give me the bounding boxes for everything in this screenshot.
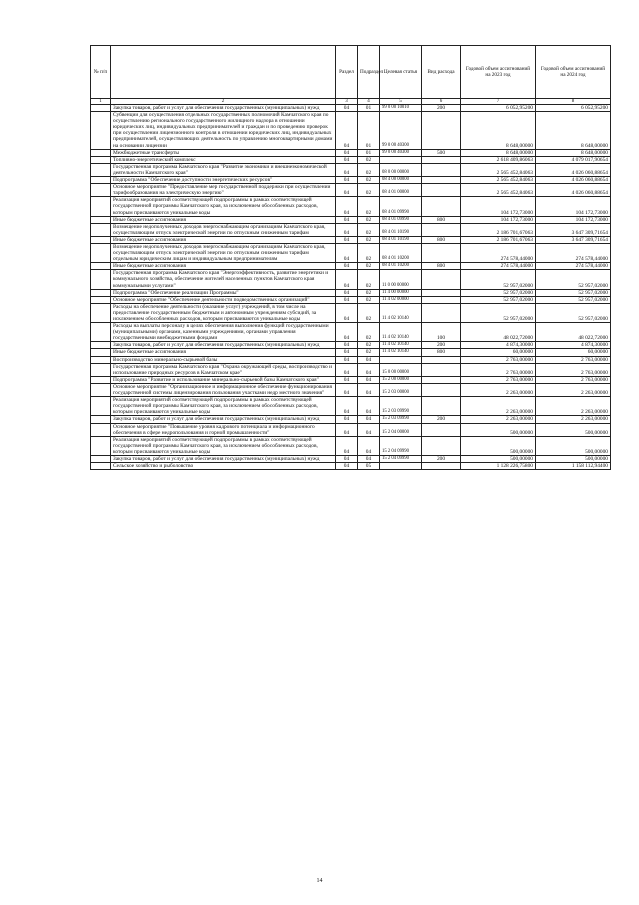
row-amount-2023-cell: 60,00000 [461,349,536,356]
row-kind-cell [422,363,461,376]
table-row [91,436,611,455]
table-row [91,397,611,416]
row-subsection-cell: 04 [358,376,380,383]
row-num-cell [91,149,111,156]
row-section-cell: 04 [336,197,358,216]
row-name-cell: Сельское хозяйство и рыболовство [111,463,336,470]
row-section-cell: 04 [336,112,358,150]
row-section-cell: 04 [336,436,358,455]
row-amount-2023-cell: 2 763,00000 [461,376,536,383]
row-section-cell: 04 [336,356,358,363]
row-num-cell [91,436,111,455]
row-name-cell: Субвенции для осуществления отдельных государственных полномочий Камчатского края по осуществлению регионального государственного жилищного надзора в отношении юридических лиц, индивидуальных предпринимателей и граждан и по проведению проверок при осуществлении лицензионного контроля в отношении юридических лиц, индивидуальных предпринимателей, осуществляющих деятельность по управлению многоквартирными домами на основании лицензии [111,112,336,150]
table-row [91,455,611,462]
row-amount-2024-cell: 104 172,73000 [536,197,611,216]
page-number: 14 [316,878,323,884]
row-section-cell: 04 [336,270,358,289]
row-num-cell [91,236,111,243]
row-amount-2023-cell: 8 648,00000 [461,112,536,150]
row-subsection-cell: 02 [358,342,380,349]
table-row [91,296,611,303]
row-amount-2024-cell: 52 957,02000 [536,296,611,303]
header-name [111,46,336,99]
table-row [91,416,611,423]
row-target-cell: 08 4 01 09990 [380,216,422,223]
row-amount-2024-cell: 52 957,02000 [536,270,611,289]
table-body [91,105,611,470]
column-number: 6 [422,99,461,105]
row-num-cell [91,455,111,462]
row-target-cell: 11 4 02 10140 [380,303,422,322]
row-num-cell [91,163,111,176]
row-target-cell [380,156,422,163]
column-number: 4 [358,99,380,105]
row-amount-2023-cell: 500,00000 [461,423,536,436]
row-kind-cell: 800 [422,349,461,356]
header-target: Целевая статья [380,46,422,99]
column-number: 7 [461,99,536,105]
table-row [91,263,611,270]
row-section-cell: 04 [336,363,358,376]
row-amount-2023-cell: 6 052,95200 [461,105,536,112]
row-name-cell: Возмещение недополученных доходов энергоснабжающим организациям Камчатского края, осуществляющим отпуск электрической энергии по отпускным сниженным тарифам [111,223,336,236]
row-kind-cell [422,184,461,197]
row-num-cell [91,243,111,262]
row-num-cell [91,223,111,236]
table-row [91,223,611,236]
table-row [91,149,611,156]
row-amount-2024-cell: 4 026 060,88654 [536,163,611,176]
row-amount-2024-cell: 500,00000 [536,455,611,462]
row-name-cell: Иные бюджетные ассигнования [111,263,336,270]
row-kind-cell: 200 [422,416,461,423]
row-subsection-cell: 02 [358,270,380,289]
table-row [91,270,611,289]
row-name-cell: Государственная программа Камчатского края "Охрана окружающей среды, воспроизводство и использование природных ресурсов в Камчатском крае" [111,363,336,376]
row-amount-2024-cell: 4 026 060,88654 [536,177,611,184]
row-section-cell: 04 [336,216,358,223]
row-target-cell: 08 4 01 10200 [380,263,422,270]
row-amount-2023-cell: 274 578,44000 [461,263,536,270]
row-num-cell [91,303,111,322]
row-kind-cell [422,436,461,455]
row-num-cell [91,423,111,436]
row-kind-cell [422,163,461,176]
row-subsection-cell: 02 [358,243,380,262]
row-num-cell [91,349,111,356]
row-name-cell: Реализация мероприятий соответствующей подпрограммы в рамках соответствующей государственной программы Камчатского края, за исключением обособленных расходов, которым присваиваются уникальные коды [111,197,336,216]
row-target-cell: 99 0 00 40300 [380,112,422,150]
row-subsection-cell: 02 [358,289,380,296]
row-name-cell: Закупка товаров, работ и услуг для обеспечения государственных (муниципальных) нужд [111,105,336,112]
row-amount-2023-cell: 52 957,02000 [461,303,536,322]
row-name-cell: Иные бюджетные ассигнования [111,236,336,243]
row-kind-cell [422,156,461,163]
row-amount-2023-cell: 2 186 701,67063 [461,223,536,236]
row-subsection-cell: 02 [358,263,380,270]
row-amount-2023-cell: 52 957,02000 [461,289,536,296]
header-2023: Годовой объем ассигнований на 2023 год [461,46,536,99]
row-target-cell: 08 4 01 10190 [380,236,422,243]
row-target-cell: 08 4 01 00000 [380,184,422,197]
row-section-cell: 04 [336,236,358,243]
row-section-cell: 04 [336,296,358,303]
row-amount-2024-cell: 104 172,73000 [536,216,611,223]
row-section-cell: 04 [336,383,358,396]
row-target-cell: 08 4 01 10190 [380,223,422,236]
row-amount-2024-cell: 4 026 060,88654 [536,184,611,197]
row-num-cell [91,356,111,363]
row-name-cell: Возмещение недополученных доходов энергоснабжающим организациям Камчатского края, осуществляющим отпуск электрической энергии по отпускным сниженным тарифам отдельным юридическим лицам и индивидуальным предпринимателям [111,243,336,262]
row-target-cell: 15 2 04 00000 [380,423,422,436]
row-amount-2023-cell: 2 263,00000 [461,397,536,416]
row-kind-cell [422,112,461,150]
row-subsection-cell: 02 [358,197,380,216]
row-amount-2023-cell: 2 763,00000 [461,356,536,363]
row-subsection-cell: 02 [358,216,380,223]
row-section-cell: 04 [336,376,358,383]
table-row [91,342,611,349]
row-amount-2024-cell: 4 079 017,90654 [536,156,611,163]
row-amount-2024-cell: 52 957,02000 [536,303,611,322]
row-amount-2024-cell: 48 022,72000 [536,323,611,342]
row-amount-2023-cell: 48 022,72000 [461,323,536,342]
row-amount-2024-cell: 2 263,00000 [536,416,611,423]
row-kind-cell: 800 [422,263,461,270]
row-subsection-cell: 04 [358,436,380,455]
header-2024: Годовой объем ассигнований на 2024 год [536,46,611,99]
row-kind-cell [422,243,461,262]
row-num-cell [91,270,111,289]
row-amount-2024-cell: 274 578,44000 [536,263,611,270]
row-num-cell [91,463,111,470]
row-name-cell: Воспроизводство минерально-сырьевой базы [111,356,336,363]
row-amount-2024-cell: 3 647 309,71654 [536,223,611,236]
table-row [91,105,611,112]
row-subsection-cell: 02 [358,177,380,184]
row-subsection-cell: 02 [358,184,380,197]
row-subsection-cell: 05 [358,463,380,470]
row-amount-2024-cell: 2 763,00000 [536,363,611,376]
row-section-cell: 04 [336,397,358,416]
row-name-cell: Иные бюджетные ассигнования [111,349,336,356]
column-number: 2 [111,99,336,105]
row-section-cell: 04 [336,289,358,296]
table-row [91,289,611,296]
row-num-cell [91,112,111,150]
row-subsection-cell: 04 [358,423,380,436]
row-amount-2024-cell: 6 052,95200 [536,105,611,112]
row-section-cell: 04 [336,455,358,462]
row-target-cell: 11 4 02 00000 [380,296,422,303]
row-amount-2023-cell: 2 565 452,84063 [461,184,536,197]
row-amount-2023-cell: 4 874,30000 [461,342,536,349]
row-section-cell: 04 [336,303,358,322]
row-name-cell: Основное мероприятие "Предоставление мер государственной поддержки при осуществлении тарифообразования на электрическую энергию" [111,184,336,197]
row-num-cell [91,323,111,342]
table-row [91,356,611,363]
row-target-cell: 08 4 01 10200 [380,243,422,262]
row-target-cell: 15 2 03 00000 [380,383,422,396]
row-kind-cell [422,356,461,363]
row-kind-cell [422,397,461,416]
row-target-cell: 15 0 00 00000 [380,363,422,376]
row-amount-2024-cell: 2 763,00000 [536,376,611,383]
row-kind-cell: 200 [422,105,461,112]
row-target-cell: 15 2 03 09990 [380,397,422,416]
table-row [91,303,611,322]
row-amount-2024-cell: 2 763,00000 [536,356,611,363]
row-amount-2024-cell: 274 578,44000 [536,243,611,262]
table-row [91,156,611,163]
table-row [91,184,611,197]
table-row [91,163,611,176]
row-section-cell: 04 [336,323,358,342]
table-row [91,177,611,184]
row-target-cell: 15 2 03 09990 [380,416,422,423]
row-amount-2023-cell: 52 957,02000 [461,296,536,303]
row-num-cell [91,216,111,223]
row-name-cell: Основное мероприятие "Повышение уровня кадрового потенциала и информационного обеспечения в сфере недропользования и горной промышленности" [111,423,336,436]
budget-document [90,45,610,470]
row-target-cell: 08 4 01 09990 [380,197,422,216]
header-num: № п/п [91,46,111,99]
row-section-cell: 04 [336,416,358,423]
row-amount-2023-cell: 2 186 701,67063 [461,236,536,243]
row-target-cell: 11 0 00 00000 [380,270,422,289]
row-kind-cell [422,303,461,322]
row-subsection-cell: 02 [358,236,380,243]
row-kind-cell [422,270,461,289]
row-target-cell: 11 4 02 10140 [380,349,422,356]
row-section-cell: 04 [336,105,358,112]
row-name-cell: Государственная программа Камчатского края "Энергоэффективность, развитие энергетики и коммунального хозяйства, обеспечение жителей населенных пунктов Камчатского края коммунальными услугами" [111,270,336,289]
row-name-cell: Подпрограмма "Обеспечение реализации Программы" [111,289,336,296]
row-num-cell [91,342,111,349]
row-target-cell: 99 0 00 10010 [380,105,422,112]
column-number: 1 [91,99,111,105]
row-subsection-cell: 01 [358,149,380,156]
table-row [91,463,611,470]
row-subsection-cell: 04 [358,397,380,416]
row-kind-cell: 100 [422,323,461,342]
row-amount-2024-cell: 2 263,00000 [536,397,611,416]
row-kind-cell [422,223,461,236]
row-section-cell: 04 [336,263,358,270]
row-kind-cell: 200 [422,342,461,349]
row-amount-2023-cell: 104 172,73000 [461,216,536,223]
row-section-cell: 04 [336,149,358,156]
row-amount-2023-cell: 2 618 409,86063 [461,156,536,163]
row-name-cell: Основное мероприятие "Обеспечение деятельности подведомственных организаций" [111,296,336,303]
row-target-cell: 15 2 00 00000 [380,376,422,383]
row-amount-2023-cell: 8 648,00000 [461,149,536,156]
row-section-cell: 04 [336,184,358,197]
header-section: Раздел [336,46,358,99]
row-section-cell: 04 [336,177,358,184]
row-section-cell: 04 [336,156,358,163]
row-amount-2023-cell: 2 565 452,84063 [461,163,536,176]
row-name-cell: Реализация мероприятий соответствующей подпрограммы в рамках соответствующей государственной программы Камчатского края, за исключением обособленных расходов, которым присваиваются уникальные коды [111,397,336,416]
row-amount-2024-cell: 500,00000 [536,423,611,436]
row-amount-2024-cell: 52 957,02000 [536,289,611,296]
row-subsection-cell: 02 [358,163,380,176]
row-subsection-cell: 02 [358,303,380,322]
table-row [91,363,611,376]
row-target-cell [380,463,422,470]
row-kind-cell: 800 [422,236,461,243]
row-name-cell: Топливно-энергетический комплекс [111,156,336,163]
row-kind-cell [422,423,461,436]
row-name-cell: Основное мероприятие "Организационное и информационное обеспечение функционирования государственной системы лицензирования пользования участками недр местного значения" [111,383,336,396]
row-num-cell [91,263,111,270]
row-name-cell: Иные бюджетные ассигнования [111,216,336,223]
row-target-cell [380,356,422,363]
row-num-cell [91,363,111,376]
row-kind-cell [422,289,461,296]
row-amount-2024-cell: 8 648,00000 [536,149,611,156]
row-subsection-cell: 04 [358,363,380,376]
row-num-cell [91,397,111,416]
row-subsection-cell: 01 [358,105,380,112]
column-number: 3 [336,99,358,105]
row-name-cell: Закупка товаров, работ и услуг для обеспечения государственных (муниципальных) нужд [111,342,336,349]
row-kind-cell [422,463,461,470]
row-num-cell [91,184,111,197]
row-amount-2024-cell: 1 158 112,94400 [536,463,611,470]
row-amount-2023-cell: 2 763,00000 [461,363,536,376]
row-section-cell: 04 [336,342,358,349]
row-amount-2023-cell: 274 578,44000 [461,243,536,262]
header-kind: Вид расхода [422,46,461,99]
row-num-cell [91,376,111,383]
row-amount-2024-cell: 3 647 309,71654 [536,236,611,243]
row-kind-cell: 500 [422,149,461,156]
row-subsection-cell: 01 [358,112,380,150]
table-row [91,349,611,356]
row-subsection-cell: 02 [358,223,380,236]
row-num-cell [91,156,111,163]
row-target-cell: 11 4 02 10140 [380,323,422,342]
row-subsection-cell: 04 [358,356,380,363]
row-num-cell [91,296,111,303]
row-num-cell [91,197,111,216]
row-amount-2023-cell: 104 172,73000 [461,197,536,216]
row-amount-2023-cell: 2 263,00000 [461,416,536,423]
row-name-cell: Реализация мероприятий соответствующей подпрограммы в рамках соответствующей государственной программы Камчатского края, за исключением обособленных расходов, которым присваиваются уникальные коды [111,436,336,455]
row-name-cell: Подпрограмма "Обеспечение доступности энергетических ресурсов" [111,177,336,184]
row-amount-2024-cell: 60,00000 [536,349,611,356]
row-kind-cell [422,177,461,184]
row-section-cell: 04 [336,243,358,262]
table-header-row [91,46,611,99]
row-kind-cell [422,296,461,303]
row-amount-2024-cell: 8 648,00000 [536,112,611,150]
table-row [91,243,611,262]
row-section-cell: 04 [336,423,358,436]
row-subsection-cell: 02 [358,156,380,163]
row-name-cell: Государственная программа Камчатского края "Развитие экономики и внешнеэкономической деятельности Камчатского края" [111,163,336,176]
row-target-cell: 11 4 02 10140 [380,342,422,349]
table-row [91,383,611,396]
row-subsection-cell: 04 [358,383,380,396]
row-amount-2023-cell: 500,00000 [461,436,536,455]
row-num-cell [91,416,111,423]
row-kind-cell [422,376,461,383]
row-kind-cell: 200 [422,455,461,462]
table-row [91,323,611,342]
row-target-cell: 08 0 00 00000 [380,163,422,176]
row-name-cell: Закупка товаров, работ и услуг для обеспечения государственных (муниципальных) нужд [111,416,336,423]
row-name-cell: Расходы на обеспечение деятельности (оказание услуг) учреждений, в том числе на предоставление государственным бюджетным и автономным учреждениям субсидий, за исключением обособленных расходов, которым присваиваются уникальные коды [111,303,336,322]
row-amount-2023-cell: 1 128 226,75800 [461,463,536,470]
column-number: 5 [380,99,422,105]
row-amount-2024-cell: 500,00000 [536,436,611,455]
row-section-cell: 04 [336,223,358,236]
row-name-cell: Межбюджетные трансферты [111,149,336,156]
header-subsection: Подраздел [358,46,380,99]
column-number: 8 [536,99,611,105]
row-subsection-cell: 02 [358,323,380,342]
row-num-cell [91,289,111,296]
row-section-cell: 04 [336,163,358,176]
row-num-cell [91,177,111,184]
row-section-cell: 04 [336,349,358,356]
table-row [91,112,611,150]
table-row [91,197,611,216]
row-target-cell: 15 2 04 09990 [380,436,422,455]
table-row [91,216,611,223]
row-target-cell: 11 4 00 00000 [380,289,422,296]
row-section-cell: 04 [336,463,358,470]
row-amount-2024-cell: 2 263,00000 [536,383,611,396]
row-amount-2023-cell: 2 565 452,84063 [461,177,536,184]
row-target-cell: 15 2 04 09990 [380,455,422,462]
table-row [91,376,611,383]
row-name-cell: Расходы на выплаты персоналу в целях обеспечения выполнения функций государственными (муниципальными) органами, казенными учреждениями, органами управления государственными внебюджетными фондами [111,323,336,342]
row-name-cell: Закупка товаров, работ и услуг для обеспечения государственных (муниципальных) нужд [111,455,336,462]
row-subsection-cell: 02 [358,296,380,303]
row-num-cell [91,105,111,112]
row-subsection-cell: 04 [358,416,380,423]
row-target-cell: 99 0 00 40300 [380,149,422,156]
row-subsection-cell: 04 [358,455,380,462]
row-amount-2023-cell: 500,00000 [461,455,536,462]
table-row [91,423,611,436]
row-amount-2023-cell: 2 263,00000 [461,383,536,396]
budget-table [90,45,611,470]
row-amount-2024-cell: 4 874,30000 [536,342,611,349]
table-row [91,236,611,243]
row-kind-cell: 800 [422,216,461,223]
row-subsection-cell: 02 [358,349,380,356]
row-target-cell: 08 4 00 00000 [380,177,422,184]
row-name-cell: Подпрограмма "Развитие и использование минерально-сырьевой базы Камчатского края" [111,376,336,383]
row-num-cell [91,383,111,396]
row-amount-2023-cell: 52 957,02000 [461,270,536,289]
row-kind-cell [422,383,461,396]
row-kind-cell [422,197,461,216]
